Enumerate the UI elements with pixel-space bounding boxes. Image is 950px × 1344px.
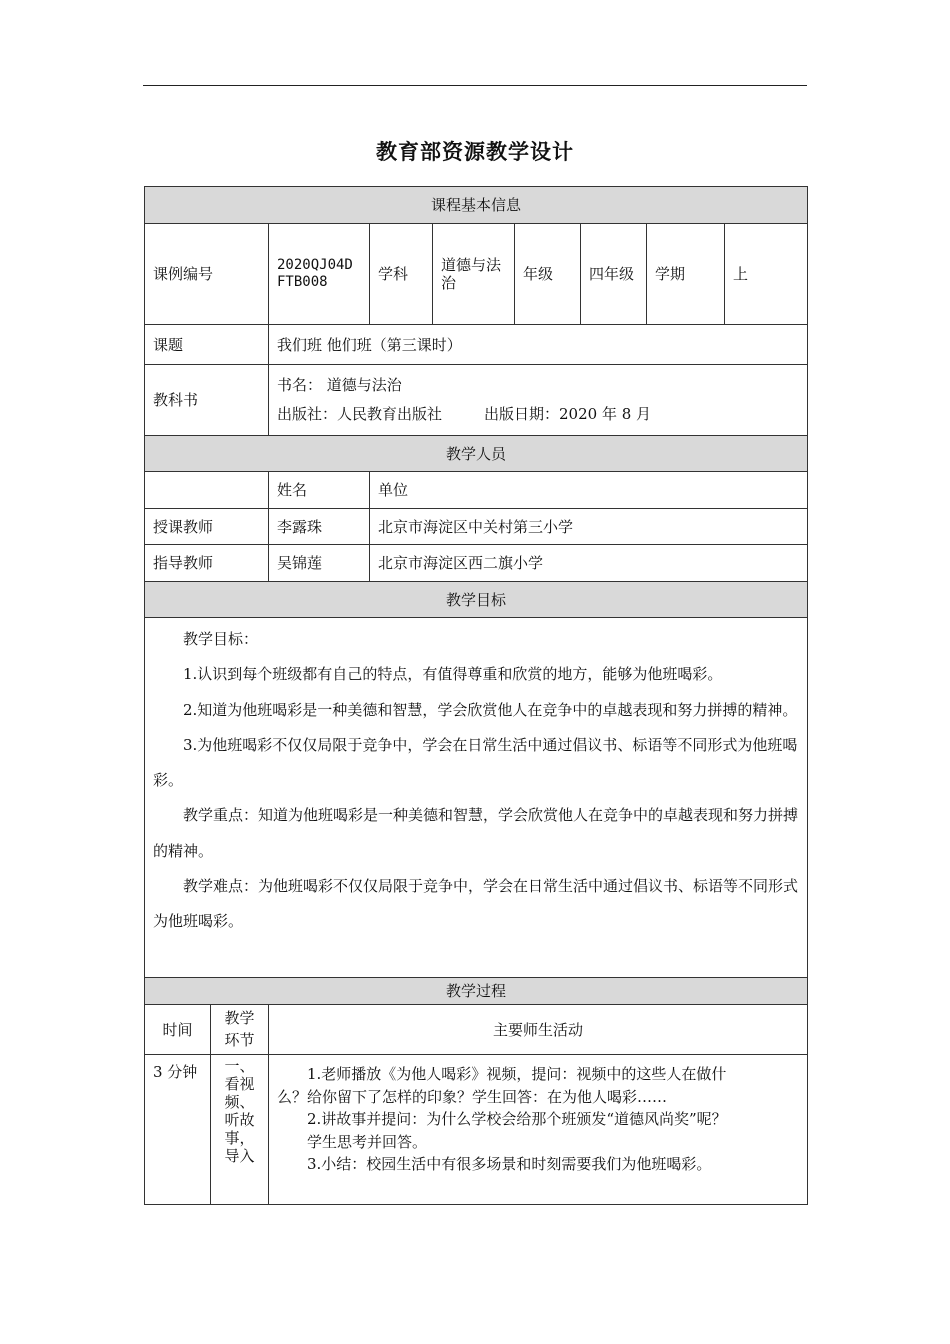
objective-paragraph: 2.知道为他班喝彩是一种美德和智慧，学会欣赏他人在竞争中的卓越表现和努力拼搏的精神。: [183, 700, 798, 719]
term-label: 学期: [647, 224, 725, 325]
objective-paragraph: 1.认识到每个班级都有自己的特点，有值得尊重和欣赏的地方，能够为他班喝彩。: [183, 665, 723, 684]
topic-label: 课题: [145, 325, 269, 365]
publish-date: 出版日期：2020 年 8 月: [484, 405, 652, 423]
objective-paragraph: 3.为他班喝彩不仅仅局限于竞争中，学会在日常生活中通过倡议书、标语等不同形式为他班喝彩。: [153, 735, 798, 789]
activity-line: 么？给你留下了怎样的印象？学生回答：在为他人喝彩……: [277, 1087, 668, 1106]
staff-row: [145, 545, 808, 582]
objectives-body: [145, 618, 808, 978]
document-title: 教育部资源教学设计: [376, 139, 574, 164]
staff-col-unit: 单位: [370, 472, 808, 509]
topic-value: 我们班 他们班（第三课时）: [269, 325, 808, 365]
staff-role: 授课教师: [145, 509, 269, 545]
staff-col-name: 姓名: [269, 472, 370, 509]
process-row: [145, 1055, 808, 1205]
textbook-info: [269, 365, 808, 436]
term-value: 上: [725, 224, 808, 325]
staff-name: 李露珠: [269, 509, 370, 545]
objective-paragraph: 教学目标：: [183, 630, 259, 648]
staff-role: 指导教师: [145, 545, 269, 582]
process-time: 3 分钟: [145, 1055, 211, 1205]
textbook-label: 教科书: [145, 365, 269, 436]
activity-line: 3.小结：校园生活中有很多场景和时刻需要我们为他班喝彩。: [307, 1155, 712, 1173]
lesson-design-table: [144, 186, 808, 1205]
staff-unit: 北京市海淀区西二旗小学: [370, 545, 808, 582]
case-no-value: 2020QJ04D FTB008: [269, 224, 370, 325]
staff-name: 吴锦莲: [269, 545, 370, 582]
key-point-paragraph: 教学重点：知道为他班喝彩是一种美德和智慧，学会欣赏他人在竞争中的卓越表现和努力拼搏的精神。: [153, 806, 799, 860]
process-col-step: 教学 环节: [211, 1005, 269, 1055]
activity-line: 1.老师播放《为他人喝彩》视频，提问：视频中的这些人在做什: [307, 1065, 727, 1083]
activity-line: 学生思考并回答。: [307, 1132, 428, 1151]
process-col-activity: 主要师生活动: [269, 1005, 808, 1055]
grade-label: 年级: [515, 224, 581, 325]
case-no-label: 课例编号: [145, 224, 269, 325]
publisher-line: [277, 400, 799, 429]
section-staff: 教学人员: [145, 436, 808, 472]
subject-label: 学科: [370, 224, 433, 325]
staff-unit: 北京市海淀区中关村第三小学: [370, 509, 808, 545]
process-step: 一、 看视 频、 听故 事， 导入: [211, 1055, 269, 1205]
subject-value: 道德与法 治: [433, 224, 515, 325]
activity-line: 2.讲故事并提问：为什么学校会给那个班颁发“道德风尚奖”呢？: [307, 1110, 727, 1128]
process-col-time: 时间: [145, 1005, 211, 1055]
difficulty-paragraph: 教学难点：为他班喝彩不仅仅局限于竞争中，学会在日常生活中通过倡议书、标语等不同形式为他班喝彩。: [153, 876, 799, 930]
staff-blank: [145, 472, 269, 509]
grade-value: 四年级: [581, 224, 647, 325]
section-basic-info: 课程基本信息: [145, 187, 808, 224]
book-name: 书名： 道德与法治: [277, 375, 402, 394]
process-activity: [269, 1055, 808, 1205]
section-objectives: 教学目标: [145, 582, 808, 618]
publisher: 出版社：人民教育出版社: [277, 405, 443, 423]
section-process: 教学过程: [145, 978, 808, 1005]
header-rule: [143, 85, 807, 86]
staff-row: [145, 509, 808, 545]
